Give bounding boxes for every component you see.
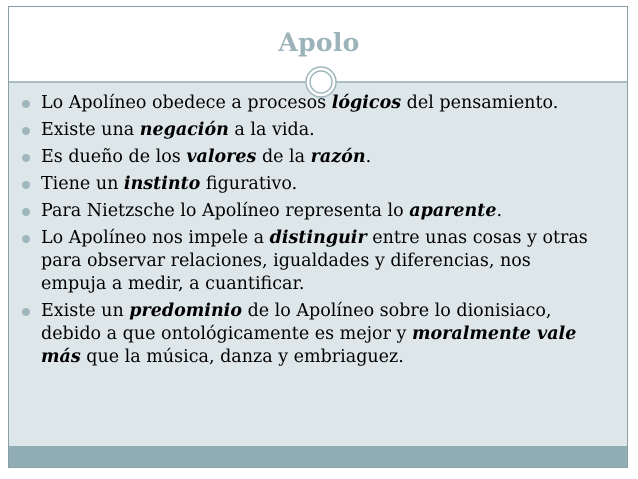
emphasis-text: aparente	[409, 201, 497, 221]
list-item	[20, 146, 600, 169]
bullet-text: Para Nietzsche lo Apolíneo representa lo	[41, 201, 410, 221]
bullet-text: figurativo.	[200, 174, 298, 194]
bullet-text: a la vida.	[228, 120, 315, 140]
list-item	[20, 300, 600, 369]
emphasis-text: predominio	[129, 301, 242, 321]
emphasis-text: lógicos	[331, 93, 402, 113]
bullet-text: .	[496, 201, 503, 221]
bullet-text: .	[365, 147, 372, 167]
emphasis-text: moralmente vale más	[41, 324, 577, 367]
emphasis-text: negación	[139, 120, 229, 140]
bullet-text: Lo Apolíneo obedece a procesos	[41, 93, 332, 113]
bullet-text: entre unas cosas y otras para observar relaciones, igualdades y diferencias, nos empuja a medir, a cuantificar.	[41, 228, 588, 294]
bullet-icon	[22, 154, 30, 162]
bullet-text: del pensamiento.	[401, 93, 559, 113]
emphasis-text: distinguir	[269, 228, 367, 248]
bullet-icon	[22, 127, 30, 135]
bullet-icon	[22, 100, 30, 108]
bullet-text: Existe una	[41, 120, 140, 140]
bullet-icon	[22, 235, 30, 243]
bullet-text: Lo Apolíneo nos impele a	[41, 228, 270, 248]
bullet-text: de la	[256, 147, 311, 167]
slide-title: Apolo	[278, 28, 360, 57]
bullet-icon	[22, 308, 30, 316]
bullet-list	[20, 92, 600, 373]
bullet-icon	[22, 181, 30, 189]
bullet-text: Tiene un	[41, 174, 124, 194]
emphasis-text: instinto	[123, 174, 201, 194]
bullet-text: Es dueño de los	[41, 147, 187, 167]
emphasis-text: razón	[310, 147, 366, 167]
list-item	[20, 173, 600, 196]
list-item	[20, 92, 600, 115]
bullet-text: de lo Apolíneo sobre lo dionisiaco, debido a que ontológicamente es mejor y	[41, 301, 552, 344]
list-item	[20, 119, 600, 142]
list-item	[20, 200, 600, 223]
list-item	[20, 227, 600, 296]
emphasis-text: valores	[186, 147, 257, 167]
bullet-text: Existe un	[41, 301, 130, 321]
bullet-icon	[22, 208, 30, 216]
bullet-text: que la música, danza y embriaguez.	[80, 347, 404, 367]
